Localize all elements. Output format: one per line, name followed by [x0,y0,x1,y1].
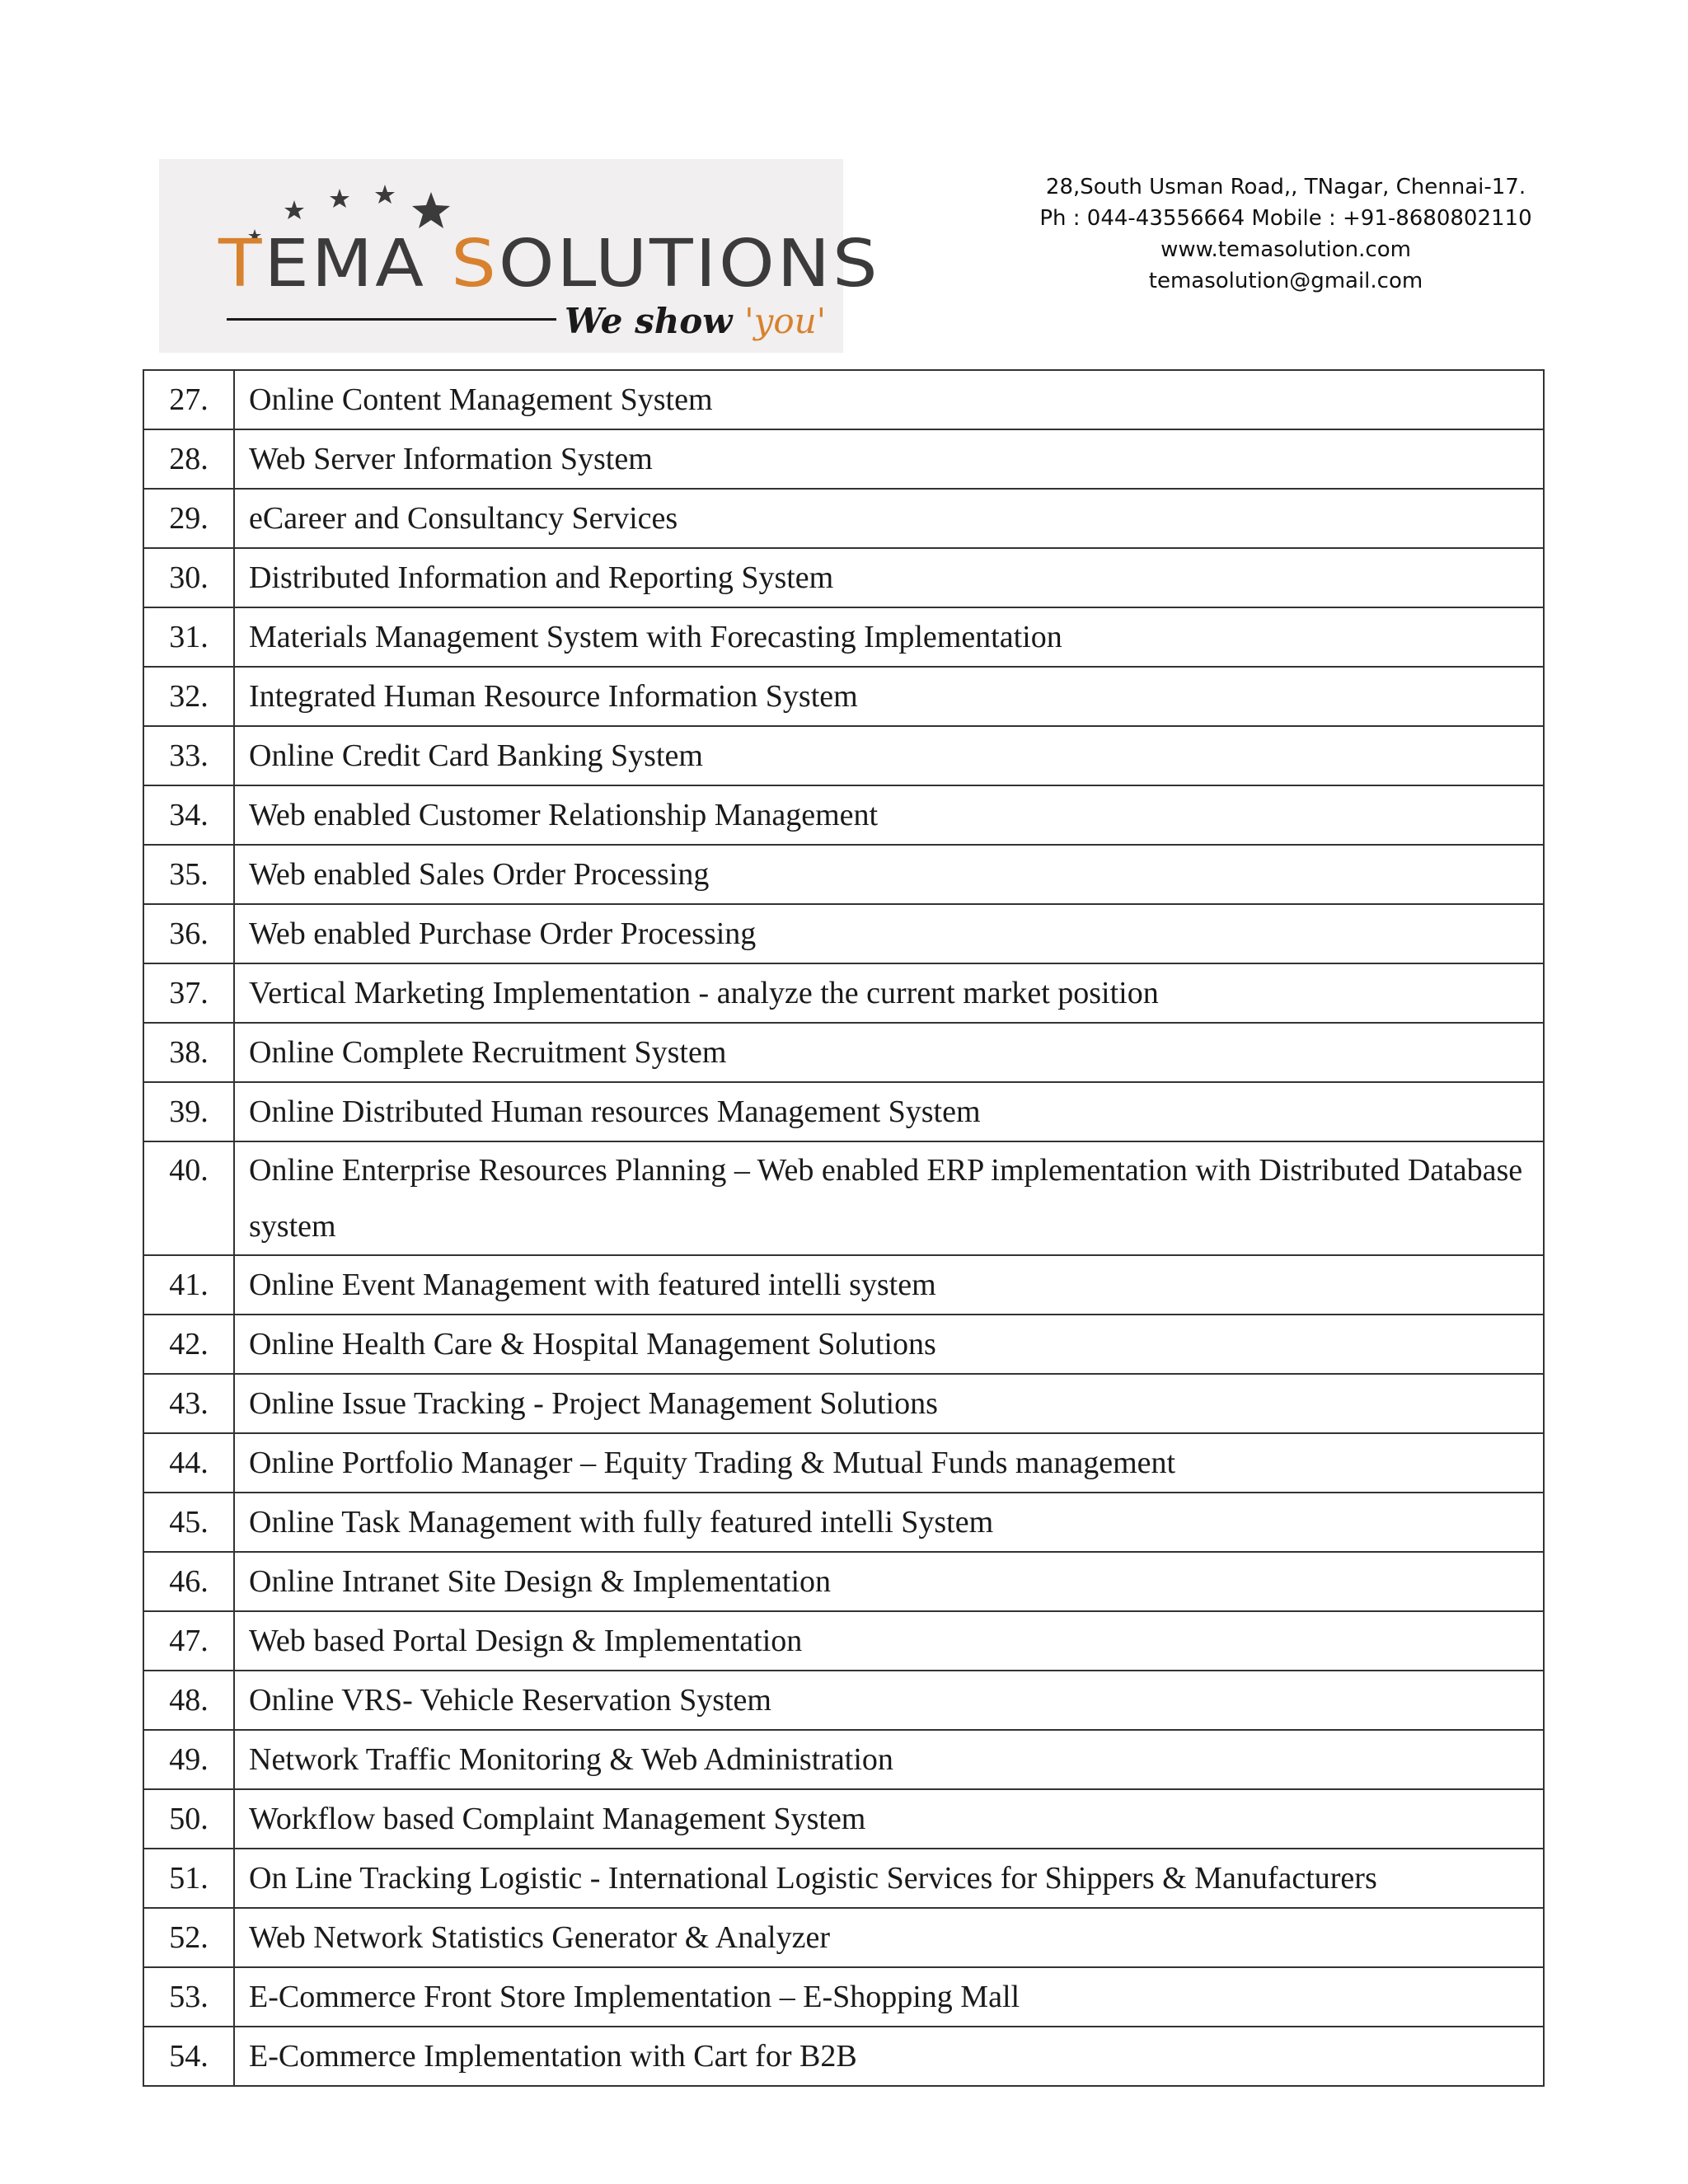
contact-address: 28,South Usman Road,, TNagar, Chennai-17. [1045,175,1526,199]
table-row [143,1374,1544,1433]
table-row [143,1493,1544,1552]
project-title: Online VRS- Vehicle Reservation System [234,1671,1544,1730]
project-title: Web enabled Sales Order Processing [234,845,1544,904]
project-number: 39. [143,1082,234,1141]
table-row [143,607,1544,667]
project-table [143,369,1545,2087]
project-number: 49. [143,1730,234,1789]
project-title: Online Intranet Site Design & Implementation [234,1552,1544,1611]
project-number: 51. [143,1849,234,1908]
project-title: Web based Portal Design & Implementation [234,1611,1544,1671]
logo-tagline: We show 'you' [565,301,827,341]
table-row [143,1141,1544,1255]
project-title: Web Network Statistics Generator & Analyzer [234,1908,1544,1967]
project-title: Vertical Marketing Implementation - analyze the current market position [234,963,1544,1023]
project-number: 30. [143,548,234,607]
table-row [143,1082,1544,1141]
table-row [143,1023,1544,1082]
project-title: Network Traffic Monitoring & Web Administration [234,1730,1544,1789]
project-title: Online Event Management with featured intelli system [234,1255,1544,1315]
project-title: Distributed Information and Reporting System [234,548,1544,607]
project-title: Integrated Human Resource Information System [234,667,1544,726]
table-row [143,1611,1544,1671]
project-number: 52. [143,1908,234,1967]
table-row [143,1255,1544,1315]
table-row [143,904,1544,963]
table-row [143,845,1544,904]
contact-website: www.temasolution.com [1160,237,1411,262]
table-row [143,548,1544,607]
project-title: E-Commerce Front Store Implementation – E-Shopping Mall [234,1967,1544,2027]
table-row [143,1433,1544,1493]
project-title: Materials Management System with Forecasting Implementation [234,607,1544,667]
project-title: Online Content Management System [234,370,1544,429]
contact-email: temasolution@gmail.com [1148,269,1423,293]
star-icon [375,185,395,204]
project-title: Web enabled Customer Relationship Management [234,785,1544,845]
project-title: Web Server Information System [234,429,1544,489]
project-number: 48. [143,1671,234,1730]
project-title: E-Commerce Implementation with Cart for B2B [234,2027,1544,2086]
project-title: Online Task Management with fully featured intelli System [234,1493,1544,1552]
project-number: 43. [143,1374,234,1433]
company-logo [159,159,880,353]
logo-wordmark: TEMA SOLUTIONS [218,226,880,302]
project-number: 32. [143,667,234,726]
table-row [143,1315,1544,1374]
table-row [143,785,1544,845]
project-title: Online Complete Recruitment System [234,1023,1544,1082]
project-number: 44. [143,1433,234,1493]
project-title: Online Issue Tracking - Project Management Solutions [234,1374,1544,1433]
project-number: 41. [143,1255,234,1315]
project-number: 53. [143,1967,234,2027]
star-icon [330,189,349,208]
table-row [143,2027,1544,2086]
project-number: 36. [143,904,234,963]
table-row [143,1967,1544,2027]
project-number: 37. [143,963,234,1023]
project-title: Online Distributed Human resources Management System [234,1082,1544,1141]
project-title: Online Health Care & Hospital Management Solutions [234,1315,1544,1374]
project-number: 27. [143,370,234,429]
project-number: 42. [143,1315,234,1374]
project-title: eCareer and Consultancy Services [234,489,1544,548]
project-number: 31. [143,607,234,667]
project-number: 46. [143,1552,234,1611]
star-icon [284,200,304,219]
table-row [143,1730,1544,1789]
project-number: 35. [143,845,234,904]
project-number: 28. [143,429,234,489]
project-number: 34. [143,785,234,845]
table-row [143,489,1544,548]
project-title: On Line Tracking Logistic - International Logistic Services for Shippers & Manufacturers [234,1849,1544,1908]
project-number: 50. [143,1789,234,1849]
project-number: 40. [143,1141,234,1255]
logo-underline [227,318,556,321]
table-row [143,667,1544,726]
table-row [143,726,1544,785]
project-title: Workflow based Complaint Management System [234,1789,1544,1849]
project-number: 38. [143,1023,234,1082]
star-icon [412,192,450,228]
project-number: 54. [143,2027,234,2086]
project-number: 29. [143,489,234,548]
table-row [143,1552,1544,1611]
project-number: 47. [143,1611,234,1671]
table-row [143,370,1544,429]
project-title: Web enabled Purchase Order Processing [234,904,1544,963]
project-title: Online Enterprise Resources Planning – Web enabled ERP implementation with Distributed Database system [234,1141,1544,1255]
project-title: Online Portfolio Manager – Equity Trading & Mutual Funds management [234,1433,1544,1493]
table-row [143,1789,1544,1849]
table-row [143,1671,1544,1730]
contact-block [1014,171,1558,297]
project-title: Online Credit Card Banking System [234,726,1544,785]
table-row [143,1849,1544,1908]
project-number: 45. [143,1493,234,1552]
table-row [143,963,1544,1023]
table-row [143,1908,1544,1967]
table-row [143,429,1544,489]
project-number: 33. [143,726,234,785]
contact-phones: Ph : 044-43556664 Mobile : +91-8680802110 [1039,206,1532,231]
